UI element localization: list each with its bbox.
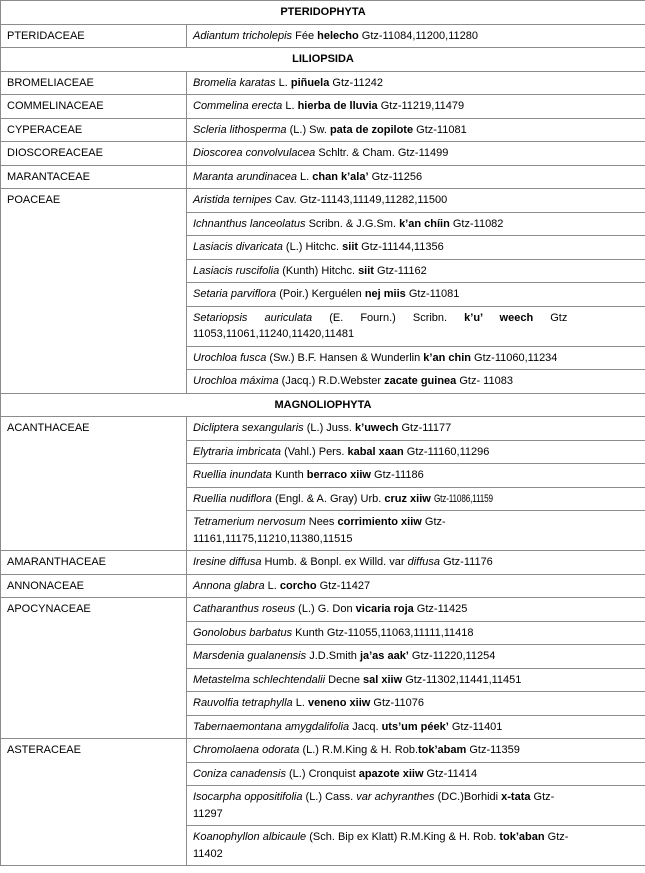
text-segment: Gtz- [421, 516, 446, 528]
common-name: zacate guinea [384, 375, 457, 387]
scientific-name: Lasiacis ruscifolia [193, 264, 280, 277]
species-cell [187, 645, 645, 669]
text-segment: (L.) Cass. [302, 791, 357, 803]
text-segment: (Sch. Bip ex Klatt) R.M.King & H. Rob. [306, 831, 500, 843]
species-cell [187, 95, 645, 119]
scientific-name: Urochloa máxima [193, 375, 279, 387]
species-cell [187, 551, 645, 575]
text-segment: Gtz-11186 [370, 469, 424, 481]
scientific-name: diffusa [407, 556, 441, 568]
text-segment: Gtz- 11083 [456, 375, 513, 387]
text-segment: L. [275, 76, 291, 89]
text-segment: L. [264, 579, 280, 592]
family-name-cell: BROMELIACEAE [1, 71, 187, 95]
scientific-name: Tetramerium nervosum [193, 516, 306, 528]
species-cell [187, 165, 645, 189]
species-cell [187, 511, 645, 551]
text-segment: Gtz-11076 [370, 697, 424, 709]
scientific-name: Urochloa fusca [193, 351, 267, 364]
text-segment: Gtz-11425 [413, 603, 468, 615]
species-row [1, 118, 645, 142]
common-name: uts’um péek’ [381, 720, 449, 733]
species-cell [187, 306, 645, 346]
family-name-cell: APOCYNACEAE [1, 598, 187, 739]
common-name: siit [358, 264, 374, 277]
scientific-name: Tabernaemontana amygdalifolia [193, 720, 350, 733]
species-cell [187, 283, 645, 307]
text-segment: (Vahl.) Pers. [281, 445, 348, 458]
text-segment: (Poir.) Kerguélen [276, 288, 365, 300]
species-row [1, 739, 645, 763]
common-name: k’uwech [355, 422, 399, 434]
scientific-name: Aristida ternipes [193, 194, 272, 206]
scientific-name: Marsdenia gualanensis [193, 650, 307, 662]
common-name: k’an chin [423, 351, 471, 364]
species-row [1, 417, 645, 441]
species-row [1, 189, 645, 213]
common-name: k’u’ weech [464, 311, 534, 324]
text-segment: J.D.Smith [306, 650, 360, 662]
scientific-name: Commelina erecta [193, 100, 283, 112]
species-row [1, 71, 645, 95]
species-row [1, 165, 645, 189]
common-name: sal xiiw [363, 673, 403, 686]
scientific-name: Lasiacis divaricata [193, 241, 283, 253]
species-cell [187, 189, 645, 213]
species-cell [187, 692, 645, 716]
text-segment: (L.) Hitchc. [282, 241, 343, 253]
species-cell [187, 118, 645, 142]
species-row [1, 24, 645, 48]
common-name: apazote xiiw [358, 767, 424, 780]
text-segment: (Engl. & A. Gray) Urb. [271, 492, 385, 505]
family-name-cell: DIOSCOREACEAE [1, 142, 187, 166]
species-row [1, 598, 645, 622]
species-cell [187, 668, 645, 692]
scientific-name: Gonolobus barbatus [193, 626, 293, 639]
taxa-table-body [1, 1, 645, 866]
text-segment: Gtz- [530, 791, 555, 803]
family-name-cell: POACEAE [1, 189, 187, 394]
text-segment: Kunth [271, 469, 307, 481]
scientific-name: Dioscorea convolvulacea [193, 147, 316, 159]
text-segment: (E. Fourn.) Scribn. [312, 311, 465, 324]
scientific-name: Koanophyllon albicaule [193, 831, 307, 843]
family-name-cell: ACANTHACEAE [1, 417, 187, 551]
section-header-cell: LILIOPSIDA [1, 48, 645, 72]
text-segment: Gtz-11219,11479 [377, 100, 465, 112]
species-cell [187, 464, 645, 488]
text-segment: Gtz-11220,11254 [408, 650, 496, 662]
text-segment: (L.) Juss. [303, 422, 356, 434]
scientific-name: Coniza canadensis [193, 767, 286, 780]
text-segment: (L.) Cronquist [285, 767, 359, 780]
text-segment: Gtz-11160,11296 [403, 445, 490, 458]
text-segment: Gtz-11242 [329, 76, 383, 89]
text-segment: Gtz- [544, 831, 569, 843]
text-segment: Decne [325, 673, 363, 686]
family-name-cell: PTERIDACEAE [1, 24, 187, 48]
species-cell [187, 346, 645, 370]
common-name: nej miis [364, 288, 406, 300]
text-segment: Gtz-11162 [373, 264, 427, 277]
text-segment: Gtz-11082 [449, 217, 504, 230]
text-segment: Humb. & Bonpl. ex Willd. var [261, 556, 408, 568]
common-name: ja’as aak’ [359, 650, 409, 662]
common-name: chan k’ala’ [312, 170, 369, 183]
scientific-name: Ichnanthus lanceolatus [193, 217, 306, 230]
scientific-name: Isocarpha oppositifolia [193, 791, 303, 803]
text-segment: Gtz-11081 [405, 288, 460, 300]
common-name: helecho [317, 29, 359, 42]
common-name: piñuela [290, 76, 330, 89]
species-cell [187, 786, 645, 826]
text-segment: Schltr. & Cham. Gtz-11499 [315, 147, 449, 159]
common-name: hierba de lluvia [297, 100, 378, 112]
section-header-row [1, 393, 645, 417]
section-header-row [1, 48, 645, 72]
text-segment: Gtz-11086,11159 [433, 492, 493, 505]
species-row [1, 95, 645, 119]
species-cell [187, 621, 645, 645]
common-name: k’an chíin [399, 217, 450, 230]
text-segment: 11402 [193, 847, 223, 860]
species-cell [187, 762, 645, 786]
species-cell [187, 574, 645, 598]
common-name: corcho [279, 579, 317, 592]
species-cell [187, 487, 645, 511]
species-cell [187, 142, 645, 166]
species-row [1, 574, 645, 598]
section-header-cell: PTERIDOPHYTA [1, 1, 645, 25]
family-name-cell: ANNONACEAE [1, 574, 187, 598]
text-segment: (Jacq.) R.D.Webster [278, 375, 385, 387]
scientific-name: Catharanthus roseus [193, 603, 296, 615]
scientific-name: Dicliptera sexangularis [193, 422, 304, 434]
scientific-name: Bromelia karatas [193, 76, 276, 89]
species-cell [187, 826, 645, 866]
family-name-cell: COMMELINACEAE [1, 95, 187, 119]
species-cell [187, 370, 645, 394]
text-segment: L. [282, 100, 298, 112]
text-segment: 11053,11061,11240,11420,11481 [193, 328, 355, 340]
common-name: x-tata [501, 791, 531, 803]
text-segment: Gtz-11060,11234 [470, 351, 558, 364]
common-name: tok’abam [418, 744, 467, 756]
text-segment: (DC.)Borhidi [434, 791, 502, 803]
species-cell [187, 236, 645, 260]
scientific-name: Ruellia inundata [193, 469, 272, 481]
text-segment: Gtz-11401 [448, 720, 503, 733]
common-name: berraco xiiw [306, 469, 371, 481]
text-segment: (Kunth) Hitchc. [279, 264, 359, 277]
species-cell [187, 212, 645, 236]
text-segment: Gtz-11084,11200,11280 [358, 29, 478, 42]
scientific-name: var achyranthes [356, 791, 435, 803]
text-segment: (L.) G. Don [295, 603, 356, 615]
species-cell [187, 259, 645, 283]
scientific-name: Iresine diffusa [193, 556, 262, 568]
text-segment: Gtz-11427 [316, 579, 371, 592]
common-name: veneno xiiw [307, 697, 371, 709]
text-segment: Fée [292, 29, 318, 42]
scientific-name: Elytraria imbricata [193, 445, 282, 458]
family-name-cell: MARANTACEAE [1, 165, 187, 189]
species-cell [187, 440, 645, 464]
section-header-row [1, 1, 645, 25]
scientific-name: Setariopsis auriculata [193, 311, 313, 324]
common-name: pata de zopilote [329, 123, 414, 136]
text-segment: (L.) Sw. [286, 123, 330, 136]
scientific-name: Maranta arundinacea [193, 170, 297, 183]
text-segment: Gtz-11414 [423, 767, 478, 780]
common-name: siit [342, 241, 359, 253]
text-segment: L. [292, 697, 308, 709]
family-name-cell: ASTERACEAE [1, 739, 187, 866]
text-segment: Gtz-11256 [368, 170, 423, 183]
text-segment: (L.) R.M.King & H. Rob. [299, 744, 418, 756]
text-segment: Gtz-11176 [440, 556, 493, 568]
species-row [1, 551, 645, 575]
common-name: kabal xaan [347, 445, 404, 458]
scientific-name: Setaria parviflora [193, 288, 277, 300]
text-segment: Gtz-11144,11356 [358, 241, 444, 253]
text-segment: Nees [305, 516, 338, 528]
text-segment: Gtz-11302,11441,11451 [402, 673, 522, 686]
common-name: tok’aban [499, 831, 545, 843]
text-segment: Scribn. & J.G.Sm. [305, 217, 400, 230]
species-cell [187, 598, 645, 622]
species-cell [187, 715, 645, 739]
scientific-name: Rauvolfia tetraphylla [193, 697, 293, 709]
scientific-name: Adiantum tricholepis [193, 29, 293, 42]
text-segment: Gtz [533, 311, 568, 324]
species-cell [187, 71, 645, 95]
text-segment: 11161,11175,11210,11380,11515 [193, 532, 353, 545]
scientific-name: Scleria lithosperma [193, 123, 287, 136]
scientific-name: Annona glabra [193, 579, 265, 592]
species-cell [187, 739, 645, 763]
scientific-name: Chromolaena odorata [193, 744, 300, 756]
text-segment: (Sw.) B.F. Hansen & Wunderlin [266, 351, 424, 364]
common-name: corrimiento xiiw [337, 516, 422, 528]
species-cell [187, 24, 645, 48]
species-row [1, 142, 645, 166]
family-name-cell: CYPERACEAE [1, 118, 187, 142]
text-segment: Gtz-11359 [466, 744, 520, 756]
section-header-cell: MAGNOLIOPHYTA [1, 393, 645, 417]
species-cell [187, 417, 645, 441]
text-segment: 11297 [193, 807, 223, 820]
text-segment: Cav. Gtz-11143,11149,11282,11500 [271, 194, 448, 206]
scientific-name: Metastelma schlechtendalii [193, 673, 326, 686]
scientific-name: Ruellia nudiflora [193, 492, 272, 505]
text-segment: Jacq. [349, 720, 382, 733]
common-name: vicaria roja [355, 603, 414, 615]
text-segment: Gtz-11177 [398, 422, 452, 434]
text-segment: Kunth Gtz-11055,11063,11111,11418 [292, 626, 474, 639]
text-segment: L. [296, 170, 313, 183]
common-name: cruz xiiw [384, 492, 431, 505]
text-segment: Gtz-11081 [413, 123, 467, 136]
family-name-cell: AMARANTHACEAE [1, 551, 187, 575]
